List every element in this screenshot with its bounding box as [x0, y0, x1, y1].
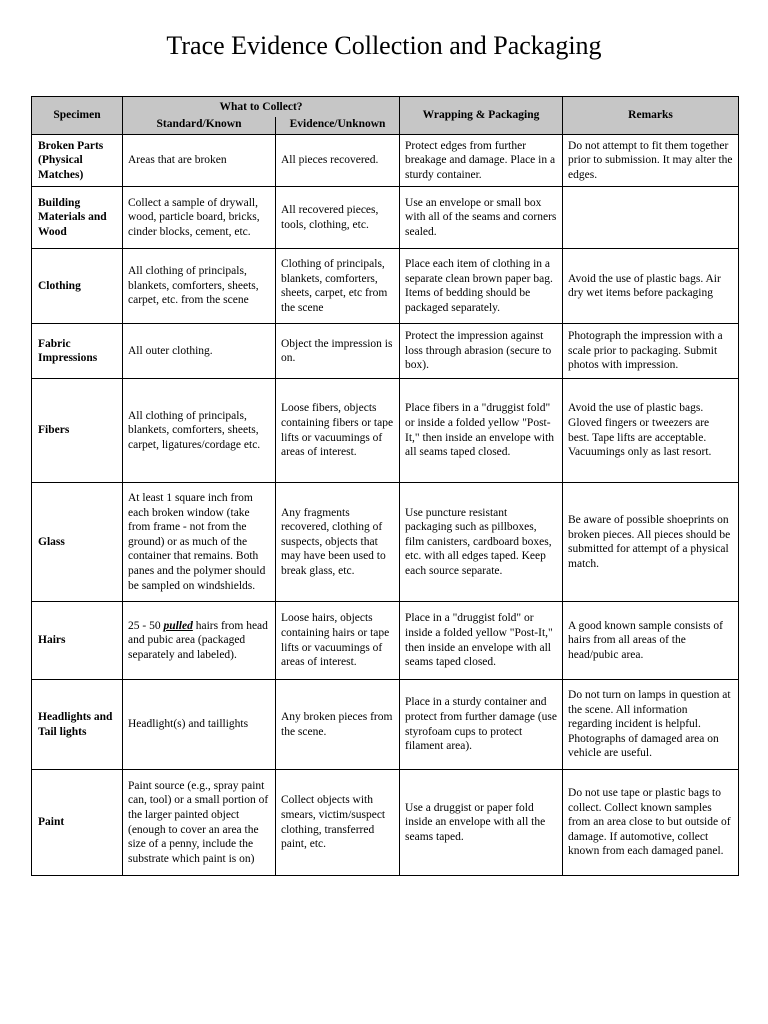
- wrapping-cell: Use an envelope or small box with all of the seams and corners sealed.: [400, 187, 563, 249]
- table-row: [32, 680, 739, 770]
- remarks-cell: Avoid the use of plastic bags. Gloved fingers or tweezers are best. Tape lifts are acceptable. Vacuumings only as last resort.: [563, 379, 739, 483]
- specimen-cell: Fibers: [32, 379, 123, 483]
- standard-cell: [123, 602, 276, 680]
- standard-cell: Headlight(s) and taillights: [123, 680, 276, 770]
- standard-cell: At least 1 square inch from each broken window (take from frame - not from the ground) or as much of the container that remains. Both panes and the polymer should be sampled on windshields.: [123, 483, 276, 602]
- specimen-cell: Hairs: [32, 602, 123, 680]
- wrapping-cell: Place fibers in a "druggist fold" or inside a folded yellow "Post-It," then inside an envelope with all seams taped closed.: [400, 379, 563, 483]
- wrapping-cell: Protect edges from further breakage and damage. Place in a sturdy container.: [400, 135, 563, 187]
- evidence-cell: Clothing of principals, blankets, comforters, sheets, carpet, etc from the scene: [276, 249, 400, 324]
- standard-cell: Areas that are broken: [123, 135, 276, 187]
- specimen-cell: Paint: [32, 770, 123, 876]
- remarks-cell: Do not use tape or plastic bags to collect. Collect known samples from an area close to but outside of damage. If automotive, collect known from each damaged panel.: [563, 770, 739, 876]
- remarks-cell: Photograph the impression with a scale prior to packaging. Submit photos with impression.: [563, 324, 739, 379]
- evidence-cell: All recovered pieces, tools, clothing, etc.: [276, 187, 400, 249]
- table-row: [32, 602, 739, 680]
- wrapping-cell: Place in a sturdy container and protect from further damage (use styrofoam cups to protect filament area).: [400, 680, 563, 770]
- table-row: [32, 379, 739, 483]
- remarks-cell: [563, 187, 739, 249]
- standard-cell: All clothing of principals, blankets, comforters, sheets, carpet, etc. from the scene: [123, 249, 276, 324]
- evidence-cell: Loose fibers, objects containing fibers or tape lifts or vacuumings of areas of interest.: [276, 379, 400, 483]
- specimen-cell: Fabric Impressions: [32, 324, 123, 379]
- standard-cell: All clothing of principals, blankets, comforters, sheets, carpet, ligatures/cordage etc.: [123, 379, 276, 483]
- remarks-cell: Do not turn on lamps in question at the scene. All information regarding incident is helpful. Photographs of damaged area on vehicle are useful.: [563, 680, 739, 770]
- wrapping-cell: Use a druggist or paper fold inside an envelope with all the seams taped.: [400, 770, 563, 876]
- table-row: [32, 770, 739, 876]
- evidence-cell: All pieces recovered.: [276, 135, 400, 187]
- specimen-cell: Headlights and Tail lights: [32, 680, 123, 770]
- remarks-cell: Be aware of possible shoeprints on broken pieces. All pieces should be submitted for attempt of a physical match.: [563, 483, 739, 602]
- specimen-cell: Building Materials and Wood: [32, 187, 123, 249]
- specimen-cell: Broken Parts (Physical Matches): [32, 135, 123, 187]
- table-header: [32, 97, 739, 135]
- remarks-cell: Avoid the use of plastic bags. Air dry wet items before packaging: [563, 249, 739, 324]
- standard-text-pre: 25 - 50: [128, 619, 164, 632]
- evidence-cell: Any broken pieces from the scene.: [276, 680, 400, 770]
- evidence-cell: Loose hairs, objects containing hairs or tape lifts or vacuumings of areas of interest.: [276, 602, 400, 680]
- standard-cell: Paint source (e.g., spray paint can, tool) or a small portion of the larger painted object (enough to cover an area the size of a penny, include the substrate which paint is on): [123, 770, 276, 876]
- header-evidence: Evidence/Unknown: [276, 117, 400, 135]
- evidence-cell: Object the impression is on.: [276, 324, 400, 379]
- standard-cell: All outer clothing.: [123, 324, 276, 379]
- wrapping-cell: Use puncture resistant packaging such as pillboxes, film canisters, cardboard boxes, etc. with all edges taped. Keep each source separate.: [400, 483, 563, 602]
- pulled-emphasis: pulled: [163, 619, 193, 632]
- page-title: Trace Evidence Collection and Packaging: [166, 31, 602, 60]
- standard-text-post: hairs from head and pubic area (packaged separately and labeled).: [128, 619, 268, 661]
- header-what-to-collect: What to Collect?: [123, 97, 400, 117]
- evidence-cell: Collect objects with smears, victim/suspect clothing, transferred paint, etc.: [276, 770, 400, 876]
- header-wrapping: Wrapping & Packaging: [400, 97, 563, 135]
- header-remarks: Remarks: [563, 97, 739, 135]
- evidence-table: [31, 96, 739, 876]
- standard-cell: Collect a sample of drywall, wood, particle board, bricks, cinder blocks, cement, etc.: [123, 187, 276, 249]
- remarks-cell: Do not attempt to fit them together prior to submission. It may alter the edges.: [563, 135, 739, 187]
- specimen-cell: Glass: [32, 483, 123, 602]
- wrapping-cell: Protect the impression against loss through abrasion (secure to box).: [400, 324, 563, 379]
- remarks-cell: A good known sample consists of hairs from all areas of the head/pubic area.: [563, 602, 739, 680]
- table-row: [32, 324, 739, 379]
- table-row: [32, 187, 739, 249]
- header-specimen: Specimen: [32, 97, 123, 135]
- table-row: [32, 249, 739, 324]
- wrapping-cell: Place in a "druggist fold" or inside a folded yellow "Post-It," then inside an envelope with all seams taped closed.: [400, 602, 563, 680]
- table-row: [32, 135, 739, 187]
- specimen-cell: Clothing: [32, 249, 123, 324]
- wrapping-cell: Place each item of clothing in a separate clean brown paper bag. Items of bedding should be packaged separately.: [400, 249, 563, 324]
- table-row: [32, 483, 739, 602]
- evidence-cell: Any fragments recovered, clothing of suspects, objects that may have been used to break glass, etc.: [276, 483, 400, 602]
- header-standard: Standard/Known: [123, 117, 276, 135]
